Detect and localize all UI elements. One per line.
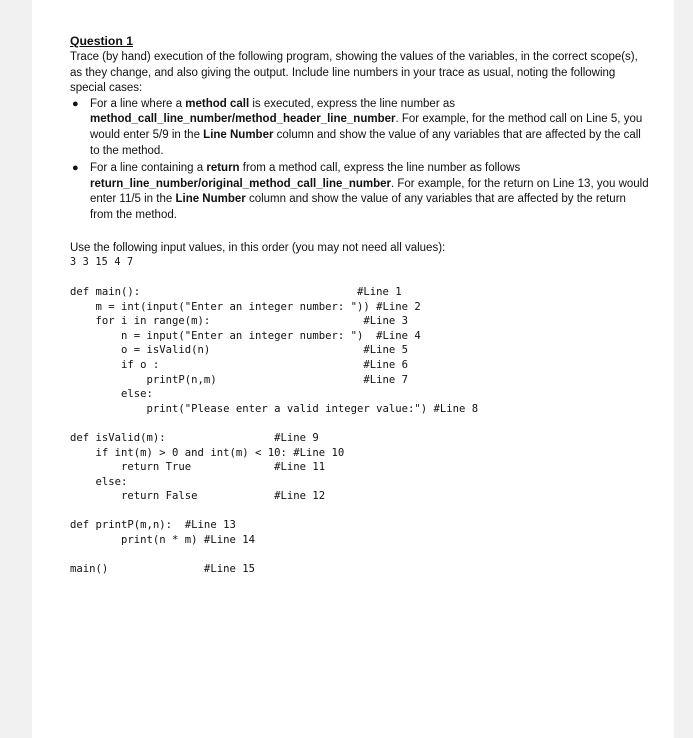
- code-block-isvalid: [70, 431, 670, 504]
- code-line: for i in range(m): #Line 3: [70, 315, 409, 328]
- list-item: ● For a line containing a return from a method call, express the line number as follows return_line_number/original_method_call_line_number. For example, for the return on Line 13, you would enter 11/5 in the Line Number column and show the value of any variables that are affected by the return from the method.: [72, 162, 649, 221]
- bullet-icon: ●: [72, 162, 79, 175]
- code-block-main-call: [70, 562, 670, 577]
- code-line: else:: [70, 388, 153, 401]
- input-values: 3 3 15 4 7: [70, 257, 134, 269]
- question-title: Question 1: [70, 34, 133, 48]
- code-line: else:: [70, 475, 128, 488]
- code-block-main: [70, 285, 670, 416]
- code-block-printp: [70, 518, 670, 547]
- input-instructions: Use the following input values, in this order (you may not need all values):: [70, 241, 446, 254]
- code-line: printP(n,m) #Line 7: [70, 373, 409, 386]
- question-content: [70, 34, 650, 270]
- code-line: m = int(input("Enter an integer number: ")) #Line 2: [70, 300, 421, 313]
- code-line: print(n * m) #Line 14: [70, 533, 255, 546]
- code-line: main() #Line 15: [70, 563, 255, 575]
- code-line: def isValid(m): #Line 9: [70, 432, 319, 444]
- code-line: def main(): #Line 1: [70, 286, 402, 298]
- code-line: if o : #Line 6: [70, 358, 409, 371]
- bullet-icon: ●: [72, 97, 79, 110]
- document-page: [32, 0, 674, 738]
- code-line: o = isValid(n) #Line 5: [70, 344, 409, 357]
- code-line: return False #Line 12: [70, 490, 326, 503]
- list-item: ● For a line where a method call is executed, express the line number as method_call_line_number/method_header_line_number. For example, for the method call on Line 5, you would enter 5/9 in the Line Number column and show the value of any variables that are affected by the call to the method.: [72, 97, 643, 157]
- question-intro: Trace (by hand) execution of the following program, showing the values of the variables, in the correct scope(s), as they change, and also giving the output. Include line numbers in your trace as usual, noting the following special cases:: [70, 51, 638, 95]
- code-line: print("Please enter a valid integer value:") #Line 8: [70, 402, 479, 415]
- code-line: n = input("Enter an integer number: ") #Line 4: [70, 329, 421, 342]
- special-cases-list: [70, 97, 650, 224]
- code-line: return True #Line 11: [70, 461, 326, 474]
- code-line: def printP(m,n): #Line 13: [70, 519, 236, 531]
- code-line: if int(m) > 0 and int(m) < 10: #Line 10: [70, 446, 345, 459]
